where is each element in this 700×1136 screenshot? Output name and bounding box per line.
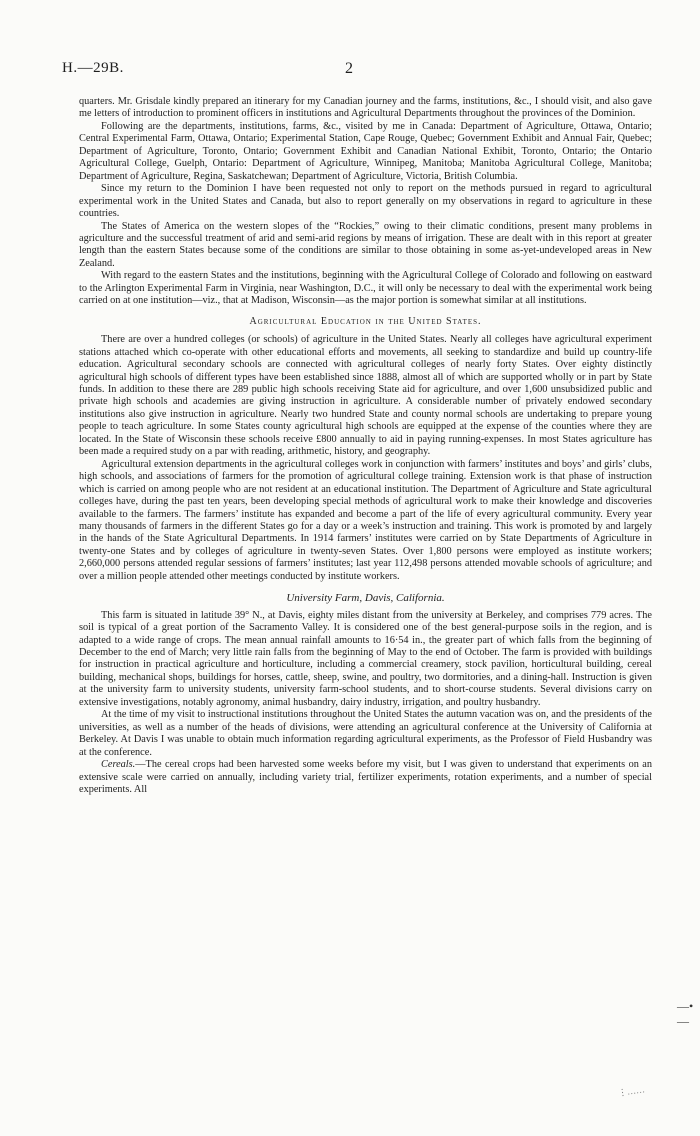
page-body	[79, 96, 652, 796]
margin-mark: —•—	[677, 999, 694, 1028]
paragraph-text: —The cereal crops had been harvested some weeks before my visit, but I was given to understand that experiments on an extensive scale were carried on annually, including variety trial, fertilizer experiments, rotation experiments, and a number of special experiments. All	[79, 759, 652, 796]
paragraph: quarters. Mr. Grisdale kindly prepared an itinerary for my Canadian journey and the farms, institutions, &c., I should visit, and also gave me letters of introduction to prominent officers in institutions and Agricultural Departments throughout the provinces of the Dominion.	[79, 96, 652, 120]
paragraph-lead: Cereals.	[101, 759, 136, 771]
paragraph: This farm is situated in latitude 39° N., at Davis, eighty miles distant from the university at Berkeley, and comprises 779 acres. The soil is typical of a great portion of the Sacramento Valley. It is considered one of the best general-purpose soils in the region, and is adapted to a wide range of crops. The mean annual rainfall amounts to 16·54 in., the greater part of which falls from the beginning of December to the end of March; very little rain falls from the beginning of May to the end of October. The farm is provided with buildings for instruction in practical agriculture and horticulture, including a commercial creamery, stock pavilion, horticultural building, cereal building, mechanical shops, buildings for horses, cattle, sheep, swine, and poultry, two dormitories, and a dining-hall. Instruction is given at the university farm to university students, university farm-school students, and to short-course students. Several divisions carry on extensive investigations, notably agronomy, animal husbandry, dairy industry, irrigation, and poultry husbandry.	[79, 609, 652, 708]
ink-smudge: ⋮……	[617, 1084, 646, 1098]
paragraph: With regard to the eastern States and the institutions, beginning with the Agricultural College of Colorado and following on eastward to the Arlington Experimental Farm in Virginia, near Washington, D.C., it will only be necessary to deal with the experimental work being carried on at one institution—viz., that at Madison, Wisconsin—as the major portion is somewhat similar at all institutions.	[79, 270, 652, 307]
page-header	[62, 60, 652, 82]
paragraph: There are over a hundred colleges (or schools) of agriculture in the United States. Nearly all colleges have agricultural experiment stations attached which co-operate with other educational efforts and movements, all seeking to standardize and build up country-life education. Agricultural secondary schools are connected with agricultural colleges of nearly forty States. Over eighty distinctly agricultural high schools of different types have been established since 1888, almost all of which are supported wholly or in part by State funds. In addition to these there are 289 public high schools receiving State aid for agriculture, and over 1,600 unsubsidized public and private high schools and academies are giving instruction in agriculture. A considerable number of privately endowed secondary institutions also give instruction in agriculture. Nearly two hundred State and county normal schools are undertaking to prepare young people to teach agriculture. In some States county agricultural high schools are equipped at the expense of the counties where they are located. In the State of Wisconsin these schools receive £800 annually to aid in paying running-expenses. In most States agriculture has been made a required study on a par with reading, arithmetic, history, and geography.	[79, 334, 652, 458]
subsection-heading: University Farm, Davis, California.	[286, 592, 445, 605]
page-number: 2	[345, 60, 353, 77]
paragraph: At the time of my visit to instructional institutions throughout the United States the autumn vacation was on, and the presidents of the universities, as well as a number of the heads of divisions, were attending an agricultural conference at the University of California at Berkeley. At Davis I was unable to obtain much information regarding agricultural experiments, as the Professor of Field Husbandry was at the conference.	[79, 709, 652, 758]
paragraph: The States of America on the western slopes of the “Rockies,” owing to their climatic conditions, present many problems in agriculture and the successful treatment of arid and semi-arid regions by means of irrigation. These are dealt with in this report at greater length than the eastern States because some of the conditions are similar to those obtaining in some as-yet-undeveloped areas in New Zealand.	[79, 220, 652, 269]
paragraph: Agricultural extension departments in the agricultural colleges work in conjunction with farmers’ institutes and boys’ and girls’ clubs, high schools, and associations of farmers for the promotion of agricultural college training. Extension work is that phase of instruction which is carried on among people who are not resident at an educational institution. The Department of Agriculture and State agricultural colleges have, during the past ten years, been developing special methods of agricultural work to make their knowledge and discoveries available to the farmers. The farmers’ institute has expanded and become a part of the life of every agricultural community. Every year many thousands of farmers in the different States go for a day or a week’s instruction and training. This work is promoted by and largely in the hands of the State Agricultural Departments. In 1914 farmers’ institutes were carried on by State Departments of Agriculture in twenty-one States and by colleges of agriculture in twenty-seven States. Over 1,800 persons were employed as institute workers; 2,660,000 persons attended regular sessions of farmers’ institutes; last year 112,498 persons attended movable schools of agriculture; and over a million people attended other meetings conducted by institute workers.	[79, 458, 652, 582]
paragraph	[79, 759, 652, 796]
paragraph: Since my return to the Dominion I have been requested not only to report on the methods pursued in regard to agricultural experimental work in the United States and Canada, but also to report generally on my observations in regard to agriculture in these countries.	[79, 183, 652, 220]
document-code: H.—29B.	[62, 60, 124, 76]
paragraph: Following are the departments, institutions, farms, &c., visited by me in Canada: Department of Agriculture, Ottawa, Ontario; Central Experimental Farm, Ottawa, Ontario; Experimental Station, Cape Rouge, Quebec; Government Exhibit and Annual Fair, Quebec; Department of Agriculture, Toronto, Ontario; Government Exhibit and Canadian National Exhibit, Toronto, Ontario; the Ontario Agricultural College, Guelph, Ontario: Department of Agriculture, Winnipeg, Manitoba; Manitoba Agricultural College, Manitoba; Department of Agriculture, Regina, Saskatchewan; Department of Agriculture, Victoria, British Columbia.	[79, 120, 652, 182]
section-heading: Agricultural Education in the United States.	[249, 315, 482, 327]
